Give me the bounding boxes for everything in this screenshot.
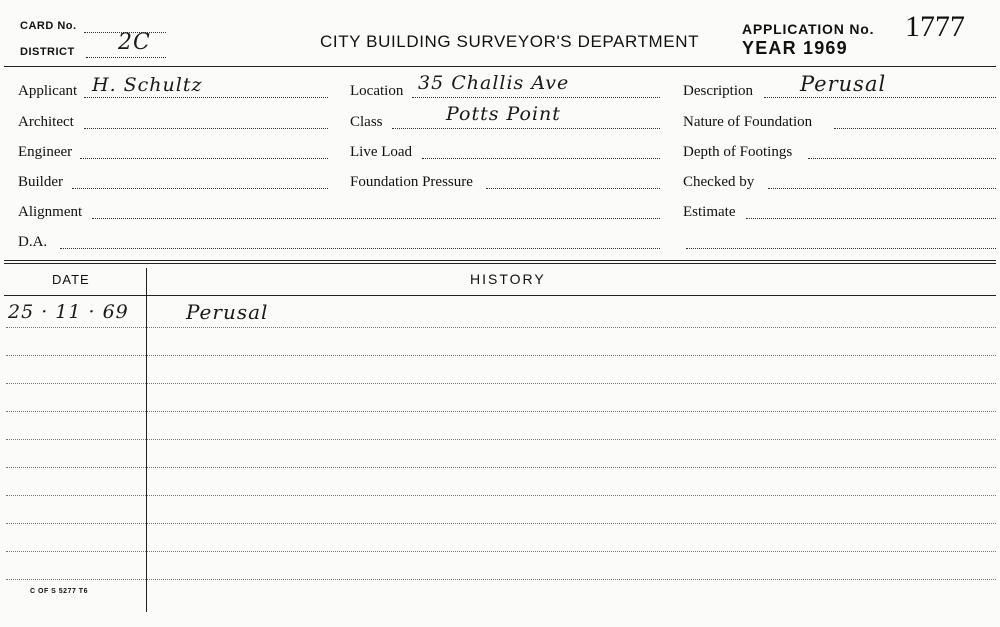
foundation-pressure-line: [486, 188, 660, 189]
depth-of-footings-label: Depth of Footings: [683, 144, 793, 160]
history-rule: [6, 467, 996, 468]
district-label: DISTRICT: [20, 46, 75, 58]
engineer-label: Engineer: [18, 144, 73, 160]
card-no-label: CARD No.: [20, 20, 77, 32]
live-load-label: Live Load: [350, 144, 413, 160]
blank-line: [686, 248, 996, 249]
history-rule: [6, 551, 996, 552]
da-label: D.A.: [18, 234, 48, 250]
history-row-entry: Perusal: [186, 300, 269, 324]
history-rule: [6, 579, 996, 580]
year-label: YEAR 1969: [742, 38, 848, 58]
history-top-border-inner: [4, 263, 996, 264]
history-rule: [6, 411, 996, 412]
applicant-label: Applicant: [18, 83, 78, 99]
applicant-value: H. Schultz: [92, 74, 203, 96]
history-rule: [6, 439, 996, 440]
da-line: [60, 248, 660, 249]
form-code: C OF S 5277 T6: [30, 588, 88, 595]
checked-by-line: [768, 188, 996, 189]
description-line: [764, 97, 996, 98]
checked-by-label: Checked by: [683, 174, 755, 190]
builder-line: [72, 188, 328, 189]
history-column-header: HISTORY: [470, 271, 546, 287]
application-no-label: APPLICATION No.: [742, 21, 875, 37]
history-row-date: 25 · 11 · 69: [8, 301, 129, 323]
header-divider: [4, 66, 996, 67]
date-column-header: DATE: [52, 272, 90, 287]
district-value: 2C: [118, 30, 151, 55]
depth-of-footings-line: [808, 158, 996, 159]
history-header-divider: [4, 295, 996, 296]
estimate-line: [746, 218, 996, 219]
history-rule: [6, 327, 996, 328]
architect-line: [84, 128, 328, 129]
architect-label: Architect: [18, 114, 74, 130]
history-rule: [6, 383, 996, 384]
department-title: CITY BUILDING SURVEYOR'S DEPARTMENT: [320, 32, 700, 51]
builder-label: Builder: [18, 174, 63, 190]
description-value: Perusal: [800, 72, 887, 96]
description-label: Description: [683, 83, 753, 99]
district-line: [86, 57, 166, 58]
foundation-pressure-label: Foundation Pressure: [350, 174, 473, 190]
class-label: Class: [350, 114, 383, 130]
history-rule: [6, 523, 996, 524]
history-rule: [6, 495, 996, 496]
alignment-line: [92, 218, 660, 219]
location-line: [412, 97, 660, 98]
live-load-line: [422, 158, 660, 159]
location-value: 35 Challis Ave: [418, 72, 570, 94]
nature-of-foundation-label: Nature of Foundation: [683, 114, 813, 130]
estimate-label: Estimate: [683, 204, 736, 220]
class-line: [392, 128, 660, 129]
class-value: Potts Point: [446, 103, 561, 125]
application-number: 1777: [905, 10, 965, 43]
nature-of-foundation-line: [834, 128, 996, 129]
engineer-line: [80, 158, 328, 159]
date-column-divider: [146, 268, 147, 612]
location-label: Location: [350, 83, 404, 99]
history-rule: [6, 355, 996, 356]
applicant-line: [84, 97, 328, 98]
history-top-border: [4, 260, 996, 261]
alignment-label: Alignment: [18, 204, 83, 220]
